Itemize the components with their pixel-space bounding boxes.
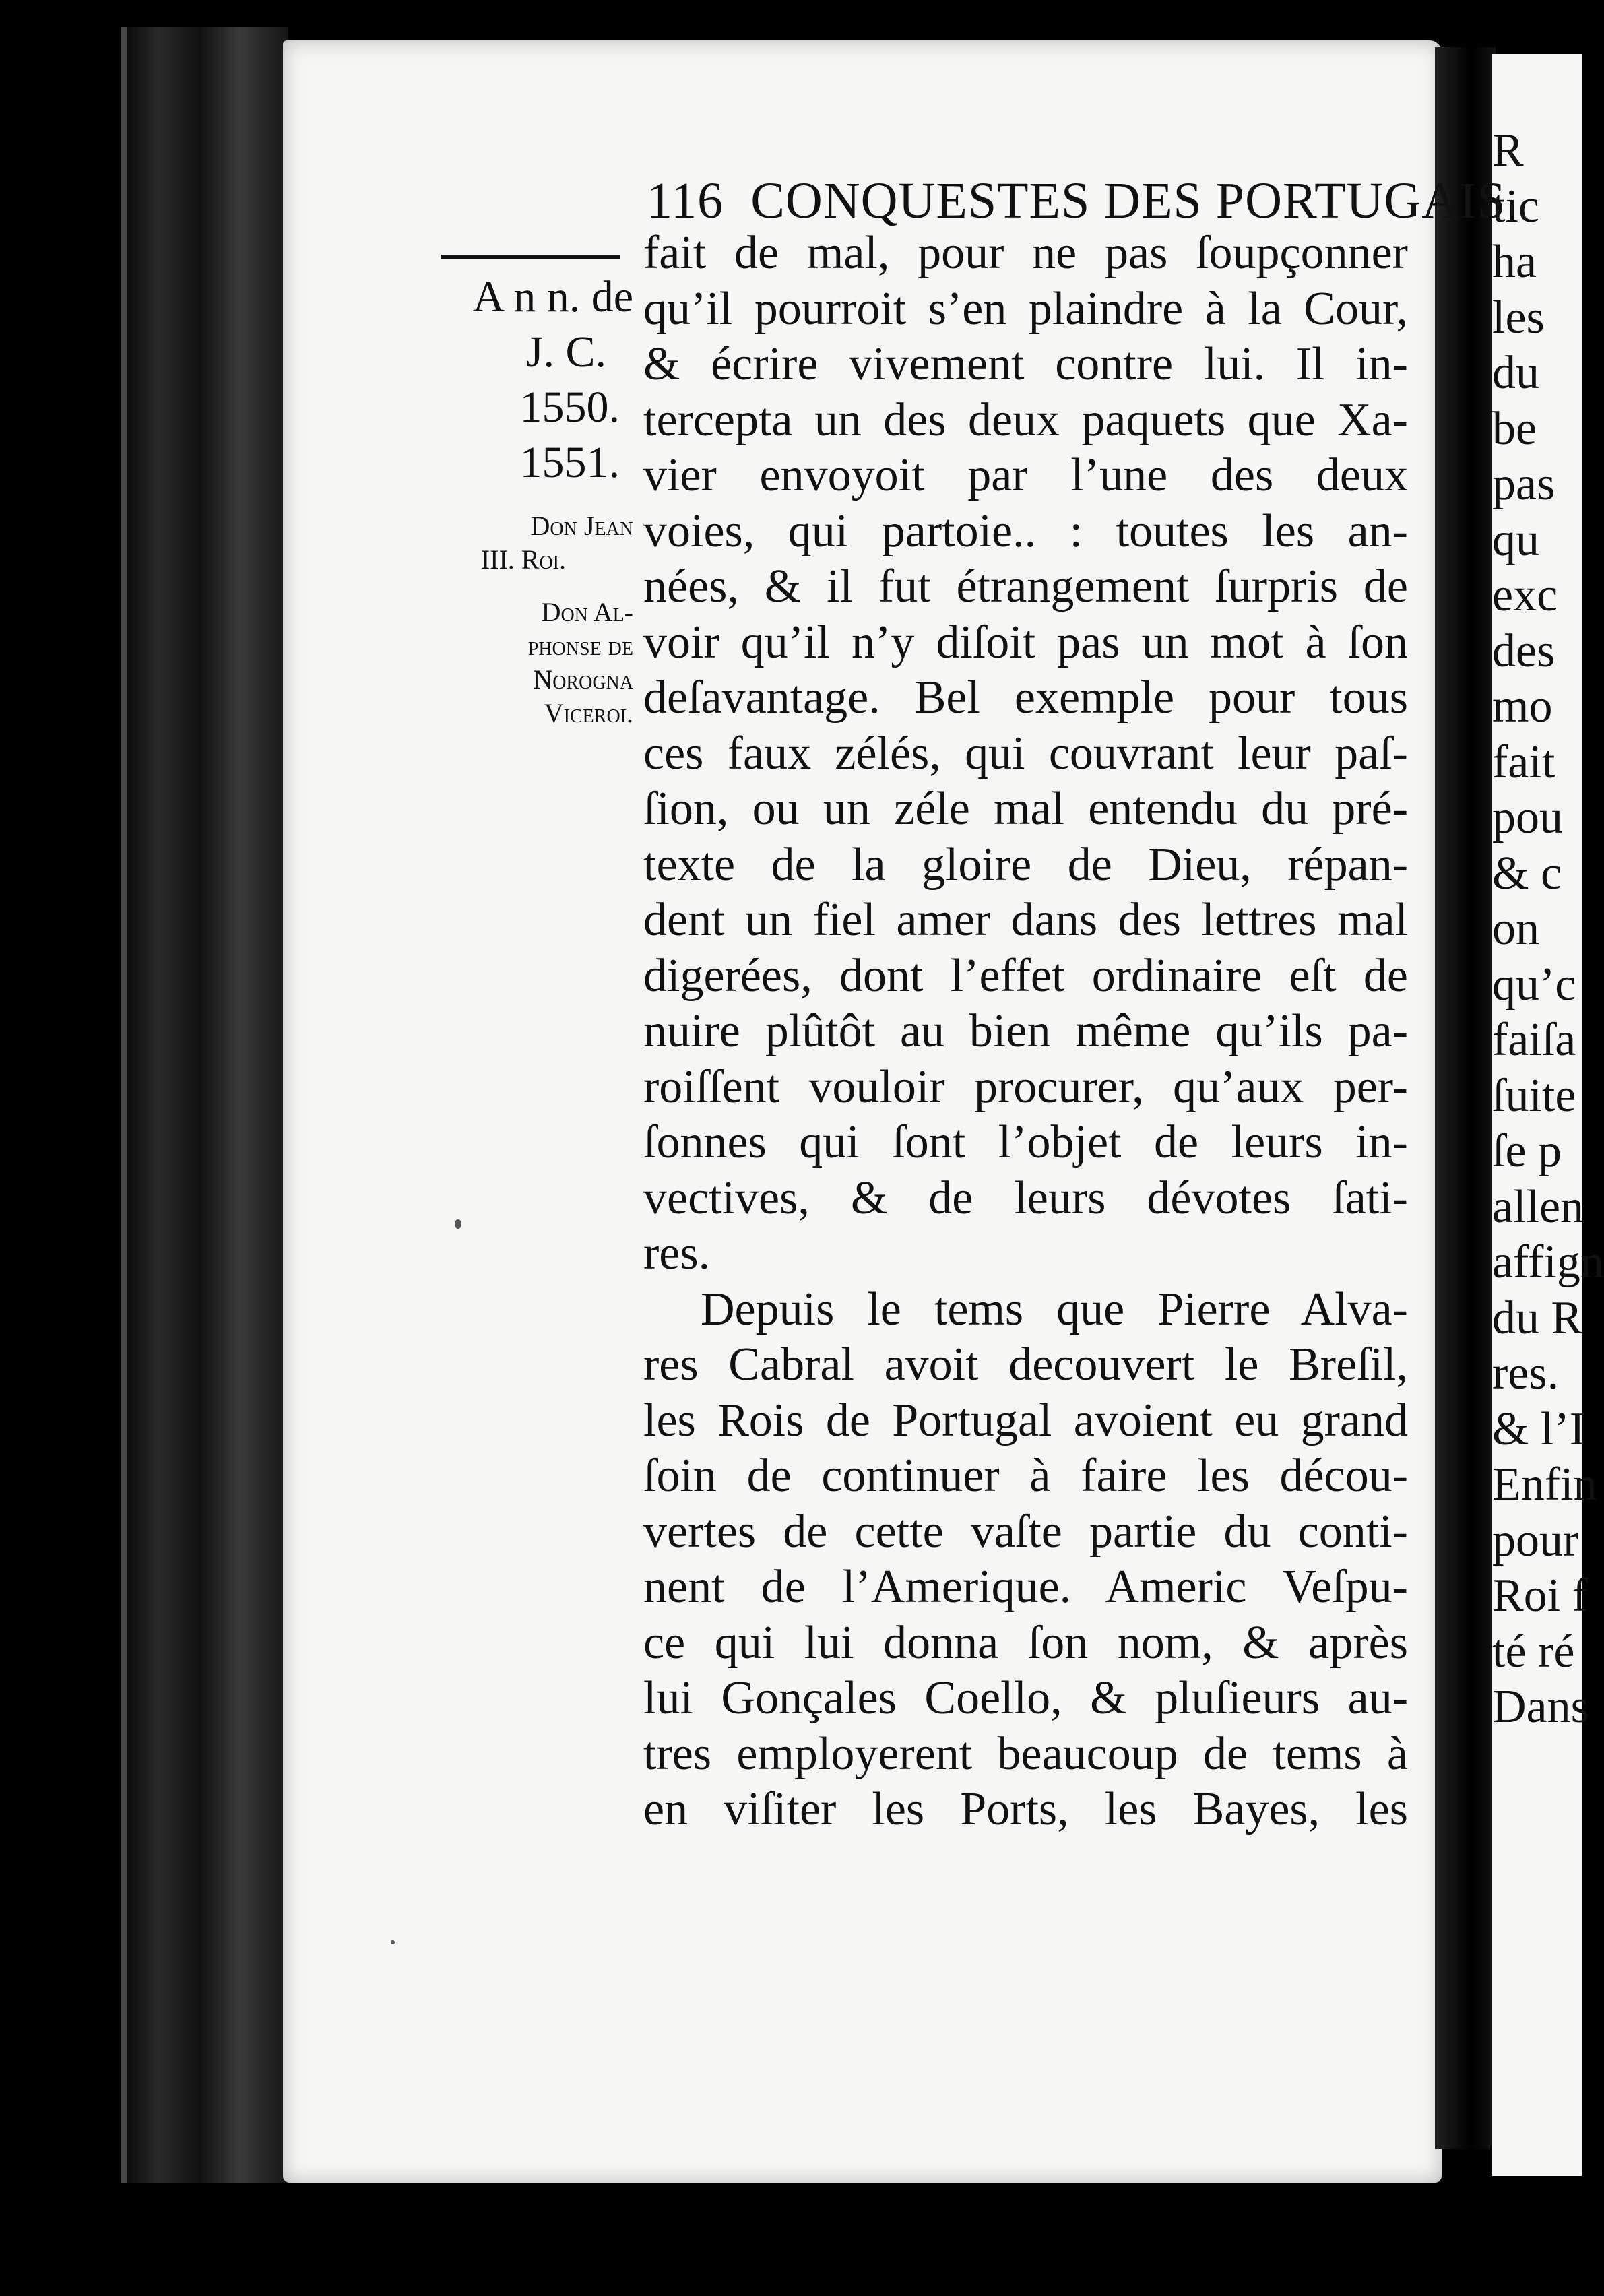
running-title: CONQUESTES DES PORTUGAIS [750, 172, 1506, 229]
text-line: res. [643, 1227, 711, 1279]
text-line: ſion, ou un zéle mal entendu du pré- [643, 783, 1408, 835]
facing-page-fragment: Dans [1492, 1681, 1589, 1733]
facing-page-fragment: pour [1492, 1514, 1579, 1566]
ink-speck [455, 1219, 461, 1229]
facing-page-fragment: faiſa [1492, 1014, 1576, 1066]
facing-page-fragment: affign [1492, 1236, 1604, 1288]
text-line: nent de l’Amerique. Americ Veſpu- [643, 1561, 1408, 1613]
facing-page-fragment: allen [1492, 1180, 1584, 1233]
text-line: res Cabral avoit decouvert le Breſil, [643, 1339, 1408, 1391]
ink-speck [391, 1940, 395, 1944]
text-line: vertes de cette vaſte partie du conti- [643, 1505, 1408, 1558]
viceroy-note-line: phonse de [527, 631, 633, 661]
facing-page-fragment: pas [1492, 458, 1555, 510]
text-line: vier envoyoit par l’une des deux [643, 449, 1408, 501]
year-label: A n n. de [472, 272, 633, 321]
text-line: ces faux zélés, qui couvrant leur paſ- [643, 727, 1408, 779]
king-note-line: Don Jean [530, 511, 633, 541]
margin-rule [441, 255, 620, 259]
text-line: en viſiter les Ports, les Bayes, les [643, 1783, 1408, 1835]
text-line: fait de mal, pour ne pas ſoupçonner [643, 227, 1408, 279]
facing-page-fragment: mo [1492, 680, 1553, 732]
facing-page-fragment: ha [1492, 236, 1537, 288]
facing-page-fragment: & l’I [1492, 1403, 1586, 1455]
facing-page-fragment: fait [1492, 736, 1555, 788]
text-line: qu’il pourroit s’en plaindre à la Cour, [643, 282, 1408, 335]
facing-page-fragment: des [1492, 625, 1555, 677]
facing-page-fragment: tic [1492, 180, 1539, 232]
text-line: deſavantage. Bel exemple pour tous [643, 672, 1408, 724]
margin-notes [404, 269, 633, 730]
facing-page-fragment: qu’c [1492, 958, 1576, 1011]
text-line: tercepta un des deux paquets que Xa- [643, 393, 1408, 446]
facing-page-fragment: ſuite [1492, 1069, 1576, 1122]
text-line: ſonnes qui ſont l’objet de leurs in- [643, 1116, 1408, 1168]
facing-page-fragment: exc [1492, 569, 1558, 621]
viceroy-note-line: Viceroi. [544, 698, 633, 728]
text-line: nuire plûtôt au bien même qu’ils pa- [643, 1005, 1408, 1057]
facing-page-fragment: les [1492, 291, 1545, 344]
viceroy-note-line: Norogna [533, 664, 633, 695]
facing-page-fragment: Roi f [1492, 1570, 1588, 1622]
body-text [643, 226, 1408, 1838]
facing-page-fragment: pou [1492, 792, 1563, 843]
text-line: tres employerent beaucoup de tems à [643, 1727, 1408, 1780]
era-label: J. C. [525, 327, 606, 377]
facing-page-fragment: ſe p [1492, 1125, 1562, 1177]
text-line: vectives, & de leurs dévotes ſati- [643, 1172, 1408, 1224]
facing-page-text [1492, 125, 1604, 1735]
year-2: 1551. [519, 438, 620, 487]
text-line: roiſſent vouloir procurer, qu’aux per- [643, 1060, 1408, 1113]
facing-page-fragment: be [1492, 402, 1537, 455]
text-line: Depuis le tems que Pierre Alva- [701, 1283, 1408, 1335]
facing-page-fragment: res. [1492, 1347, 1560, 1399]
facing-page-fragment: Enfin [1492, 1459, 1597, 1510]
page-number: 116 [647, 172, 724, 229]
text-line: texte de la gloire de Dieu, répan- [643, 838, 1408, 891]
text-line: dent un fiel amer dans des lettres mal [643, 894, 1408, 946]
book-binding [121, 27, 288, 2183]
year-1: 1550. [519, 383, 620, 432]
text-line: ce qui lui donna ſon nom, & après [643, 1616, 1408, 1669]
text-line: voir qu’il n’y diſoit pas un mot à ſon [643, 616, 1408, 668]
text-line: les Rois de Portugal avoient eu grand [643, 1394, 1408, 1446]
text-line: ſoin de continuer à faire les décou- [643, 1450, 1408, 1502]
king-note-line: III. Roi. [480, 544, 566, 575]
text-line: lui Gonçales Coello, & pluſieurs au- [643, 1672, 1408, 1724]
facing-page-fragment: on [1492, 903, 1539, 955]
facing-page-fragment: du [1492, 347, 1539, 399]
viceroy-note-line: Don Al- [541, 597, 633, 627]
facing-page-fragment: qu [1492, 513, 1539, 566]
facing-page-fragment: du R [1492, 1292, 1583, 1344]
facing-page-fragment: té ré [1492, 1625, 1575, 1678]
facing-page-fragment: R [1492, 125, 1524, 177]
text-line: nées, & il fut étrangement ſurpris de [643, 561, 1408, 612]
facing-page-fragment: & c [1492, 847, 1562, 899]
text-line: digerées, dont l’effet ordinaire eſt de [643, 949, 1408, 1002]
text-line: & écrire vivement contre lui. Il in- [643, 338, 1408, 390]
running-header [647, 172, 1506, 230]
text-line: voies, qui partoie.. : toutes les an- [643, 505, 1408, 557]
page-gutter [1435, 47, 1496, 2149]
